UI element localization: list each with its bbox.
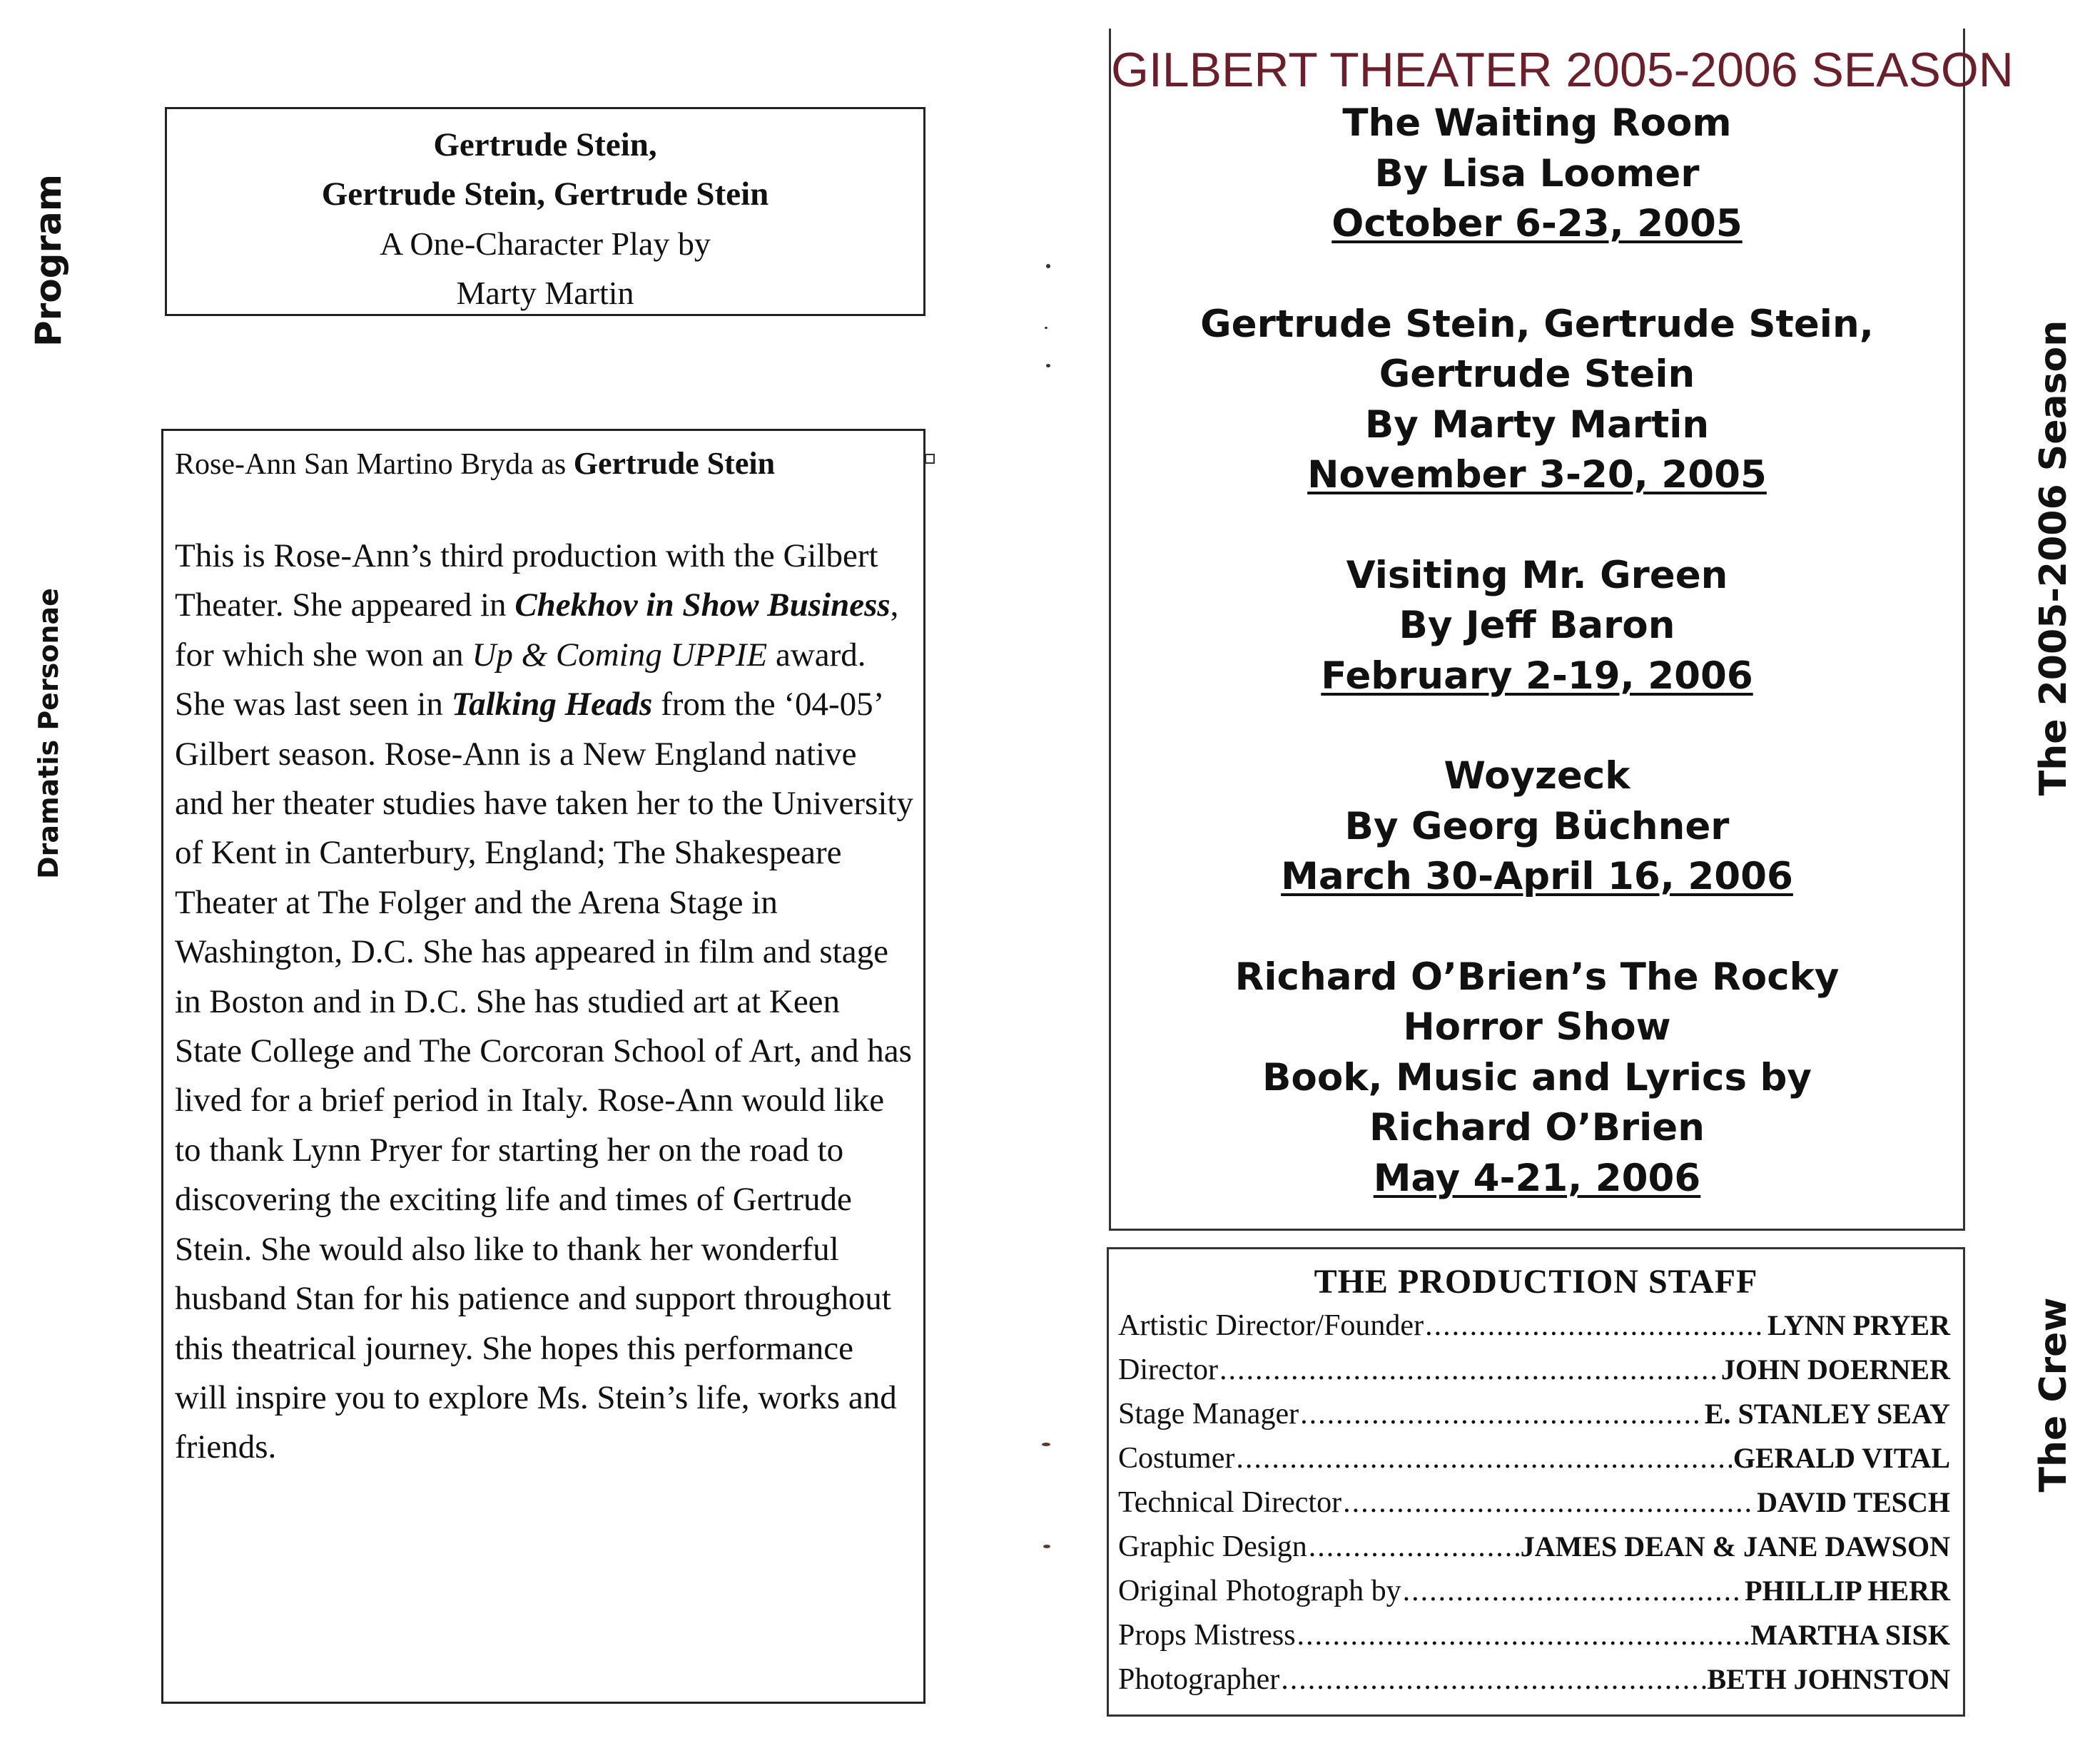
show-dates: February 2-19, 2006 [1321, 654, 1753, 698]
show-author: By Lisa Loomer [1374, 151, 1700, 195]
staff-row [1118, 1348, 1950, 1392]
bio-award: Up & Coming UPPIE [472, 636, 768, 674]
cast-role: Gertrude Stein [573, 446, 776, 481]
show-2 [1111, 300, 1963, 501]
show-title: Visiting Mr. Green [1346, 553, 1728, 597]
fold-mark [1046, 364, 1050, 367]
play-title-box [165, 107, 925, 316]
side-label-program: Program [28, 174, 69, 347]
show-author: By Marty Martin [1364, 402, 1710, 447]
season-box [1109, 29, 2014, 1231]
staff-heading: THE PRODUCTION STAFF [1314, 1263, 1758, 1301]
side-label-dramatis-personae: Dramatis Personae [33, 588, 64, 879]
bio-paragraph [175, 532, 913, 1473]
side-label-season: The 2005-2006 Season [2032, 320, 2075, 796]
fold-mark [1043, 1545, 1050, 1548]
bio-text-2: , for which she won an [175, 586, 899, 674]
bio-text-4: from the ‘04-05’ Gilbert season. Rose-Ann is a New England native and her theater studies have taken her to the University of Kent in Canterbury, England; The Shakespeare Theater at The Folger and the Arena Stage in Washington, D.C. She has appeared in film and stage in Boston and in D.C. She has studied art at Keen State College and The Corcoran School of Art, and has lived for a brief period in Italy. Rose-Ann would like to thank Lynn Pryer for starting her on the road to discovering the exciting life and times of Gertrude Stein. She would also like to thank her wonderful husband Stan for his patience and support throughout this theatrical journey. She hopes this performance will inspire you to explore Ms. Stein’s life, works and friends. [175, 686, 913, 1466]
fold-mark [1046, 264, 1050, 268]
side-label-crew: The Crew [2032, 1297, 2075, 1493]
fold-mark [1045, 327, 1048, 329]
staff-name: E. STANLEY SEAY [1704, 1398, 1950, 1430]
staff-role: Stage Manager [1118, 1398, 1299, 1431]
show-author: By Jeff Baron [1399, 604, 1675, 647]
staff-name: MARTHA SISK [1750, 1619, 1950, 1651]
cast-line [175, 444, 913, 484]
show-3 [1111, 551, 1963, 702]
leader-dots [1343, 1480, 1755, 1525]
season-title: GILBERT THEATER 2005-2006 SEASON [1111, 43, 2014, 97]
staff-name: JOHN DOERNER [1720, 1353, 1950, 1386]
play-title-line1: Gertrude Stein, [433, 126, 657, 163]
cast-actor: Rose-Ann San Martino Bryda as [175, 448, 567, 481]
fold-mark [1042, 1443, 1050, 1446]
show-1 [1111, 98, 1963, 250]
staff-role: Photographer [1118, 1663, 1280, 1696]
play-author: Marty Martin [456, 275, 634, 311]
leader-dots [1403, 1569, 1744, 1613]
staff-name: JAMES DEAN & JANE DAWSON [1520, 1530, 1950, 1563]
leader-dots [1219, 1348, 1720, 1392]
staff-name: LYNN PRYER [1767, 1309, 1950, 1341]
staff-role: Graphic Design [1118, 1530, 1307, 1563]
play-subtitle: A One-Character Play by [380, 225, 711, 262]
text-frame-handle [925, 454, 935, 464]
production-staff-box [1107, 1247, 1965, 1717]
staff-row [1118, 1304, 1950, 1348]
show-author: By Georg Büchner [1344, 804, 1730, 848]
show-title: The Waiting Room [1342, 101, 1732, 145]
staff-role: Original Photograph by [1118, 1575, 1401, 1607]
cast-bio-box [161, 429, 925, 1704]
staff-role: Director [1118, 1353, 1218, 1386]
show-dates: October 6-23, 2005 [1331, 202, 1743, 245]
staff-list [1109, 1304, 1963, 1702]
show-dates: November 3-20, 2005 [1307, 453, 1767, 497]
staff-row [1118, 1613, 1950, 1657]
leader-dots [1236, 1436, 1732, 1480]
show-title: Woyzeck [1444, 754, 1630, 798]
leader-dots [1425, 1304, 1766, 1348]
play-title-line2: Gertrude Stein, Gertrude Stein [321, 176, 769, 213]
staff-role: Costumer [1118, 1442, 1235, 1475]
leader-dots [1309, 1525, 1519, 1569]
staff-name: DAVID TESCH [1757, 1486, 1950, 1518]
show-4 [1111, 751, 1963, 903]
staff-role: Technical Director [1118, 1486, 1342, 1519]
staff-row [1118, 1569, 1950, 1613]
show-title: Richard O’Brien’s The Rocky Horror Show [1234, 955, 1840, 1049]
bio-show-1: Chekhov in Show Business [514, 586, 891, 624]
bio-text-1: This is Rose-Ann’s third production with the Gilbert Theater. She appeared in [175, 537, 878, 624]
staff-name: PHILLIP HERR [1745, 1575, 1950, 1607]
staff-name: GERALD VITAL [1733, 1442, 1950, 1474]
bio-text-3: award. She was last seen in [175, 636, 866, 723]
show-title: Gertrude Stein, Gertrude Stein, Gertrude Stein [1200, 302, 1874, 396]
show-author: Book, Music and Lyrics by Richard O’Brien [1262, 1055, 1812, 1149]
leader-dots [1300, 1392, 1703, 1436]
staff-row [1118, 1392, 1950, 1436]
show-dates: March 30-April 16, 2006 [1281, 855, 1793, 898]
staff-row [1118, 1480, 1950, 1525]
bio-show-2: Talking Heads [451, 686, 653, 723]
leader-dots [1281, 1657, 1705, 1702]
staff-name: BETH JOHNSTON [1707, 1663, 1950, 1695]
show-dates: May 4-21, 2006 [1373, 1156, 1701, 1200]
staff-row [1118, 1436, 1950, 1480]
staff-role: Props Mistress [1118, 1619, 1296, 1652]
staff-row [1118, 1657, 1950, 1702]
staff-role: Artistic Director/Founder [1118, 1309, 1424, 1342]
show-5 [1111, 952, 1963, 1204]
leader-dots [1297, 1613, 1750, 1657]
staff-row [1118, 1525, 1950, 1569]
